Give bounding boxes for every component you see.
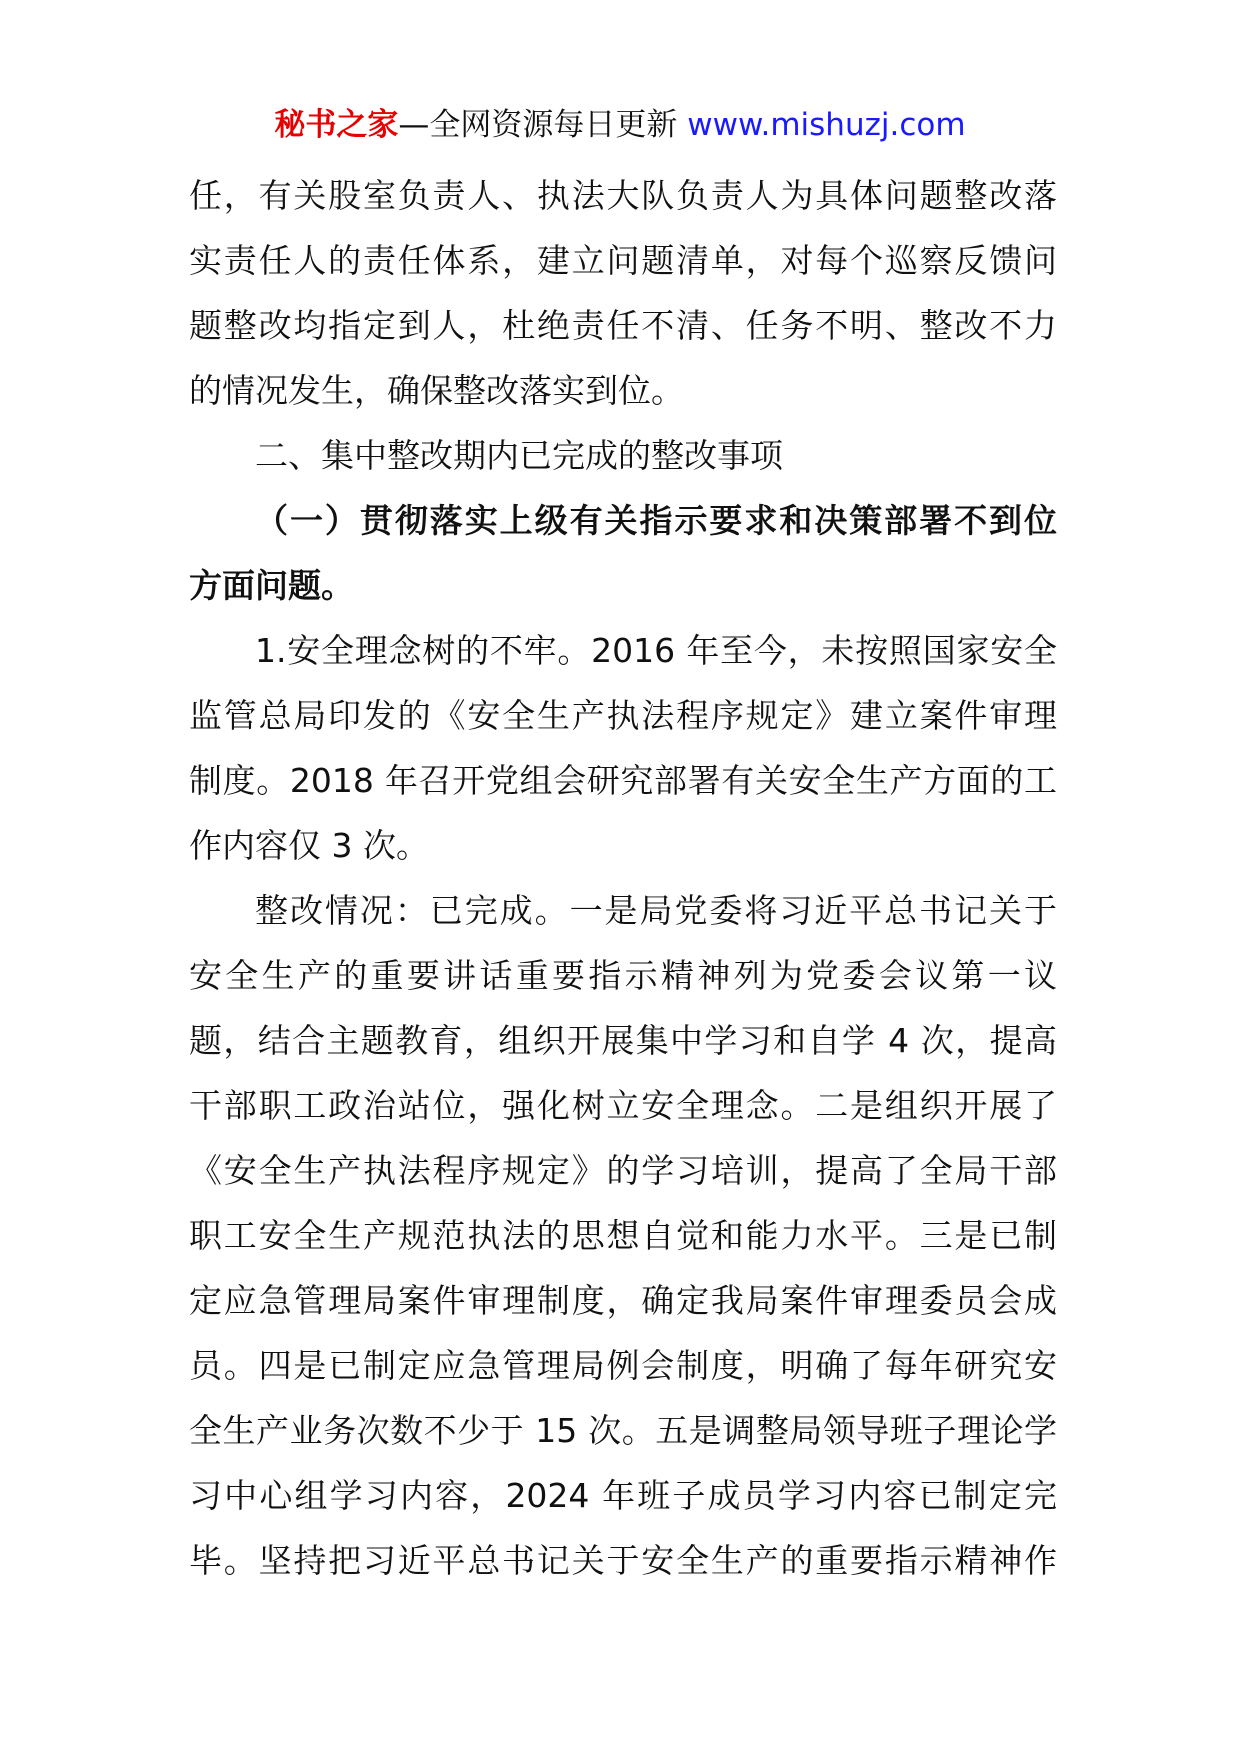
- subsection-heading-cont: 方面问题。: [189, 566, 354, 605]
- text-line: 《安全生产执法程序规定》的学习培训，提高了全局干部: [189, 1151, 1057, 1190]
- site-header: [0, 100, 1240, 150]
- site-url[interactable]: www.mishuzj.com: [677, 107, 966, 143]
- text-line: 定应急管理局案件审理制度，确定我局案件审理委员会成: [189, 1281, 1057, 1320]
- brand-name: 秘书之家: [274, 107, 399, 143]
- text-line: 的情况发生，确保整改落实到位。: [189, 371, 684, 410]
- section-heading: 二、集中整改期内已完成的整改事项: [255, 436, 783, 475]
- text-line: 题，结合主题教育，组织开展集中学习和自学 4 次，提高: [189, 1021, 1057, 1060]
- subsection-heading: （一）贯彻落实上级有关指示要求和决策部署不到位: [255, 501, 1057, 540]
- text-line: 作内容仅 3 次。: [189, 826, 429, 865]
- text-line: 整改情况：已完成。一是局党委将习近平总书记关于: [255, 891, 1057, 930]
- text-line: 任，有关股室负责人、执法大队负责人为具体问题整改落: [189, 176, 1057, 215]
- text-line: 监管总局印发的《安全生产执法程序规定》建立案件审理: [189, 696, 1057, 735]
- document-body: [189, 163, 1057, 1593]
- text-line: 实责任人的责任体系，建立问题清单，对每个巡察反馈问: [189, 241, 1057, 280]
- text-line: 全生产业务次数不少于 15 次。五是调整局领导班子理论学: [189, 1411, 1057, 1450]
- text-line: 制度。2018 年召开党组会研究部署有关安全生产方面的工: [189, 761, 1057, 800]
- text-line: 干部职工政治站位，强化树立安全理念。二是组织开展了: [189, 1086, 1057, 1125]
- text-line: 习中心组学习内容，2024 年班子成员学习内容已制定完: [189, 1476, 1057, 1515]
- header-tagline: —全网资源每日更新: [398, 107, 678, 143]
- text-line: 员。四是已制定应急管理局例会制度，明确了每年研究安: [189, 1346, 1057, 1385]
- text-line: 安全生产的重要讲话重要指示精神列为党委会议第一议: [189, 956, 1057, 995]
- text-line: 职工安全生产规范执法的思想自觉和能力水平。三是已制: [189, 1216, 1057, 1255]
- text-line: 毕。坚持把习近平总书记关于安全生产的重要指示精神作: [189, 1541, 1057, 1580]
- text-line: 题整改均指定到人，杜绝责任不清、任务不明、整改不力: [189, 306, 1057, 345]
- text-line: 1.安全理念树的不牢。2016 年至今，未按照国家安全: [255, 631, 1057, 670]
